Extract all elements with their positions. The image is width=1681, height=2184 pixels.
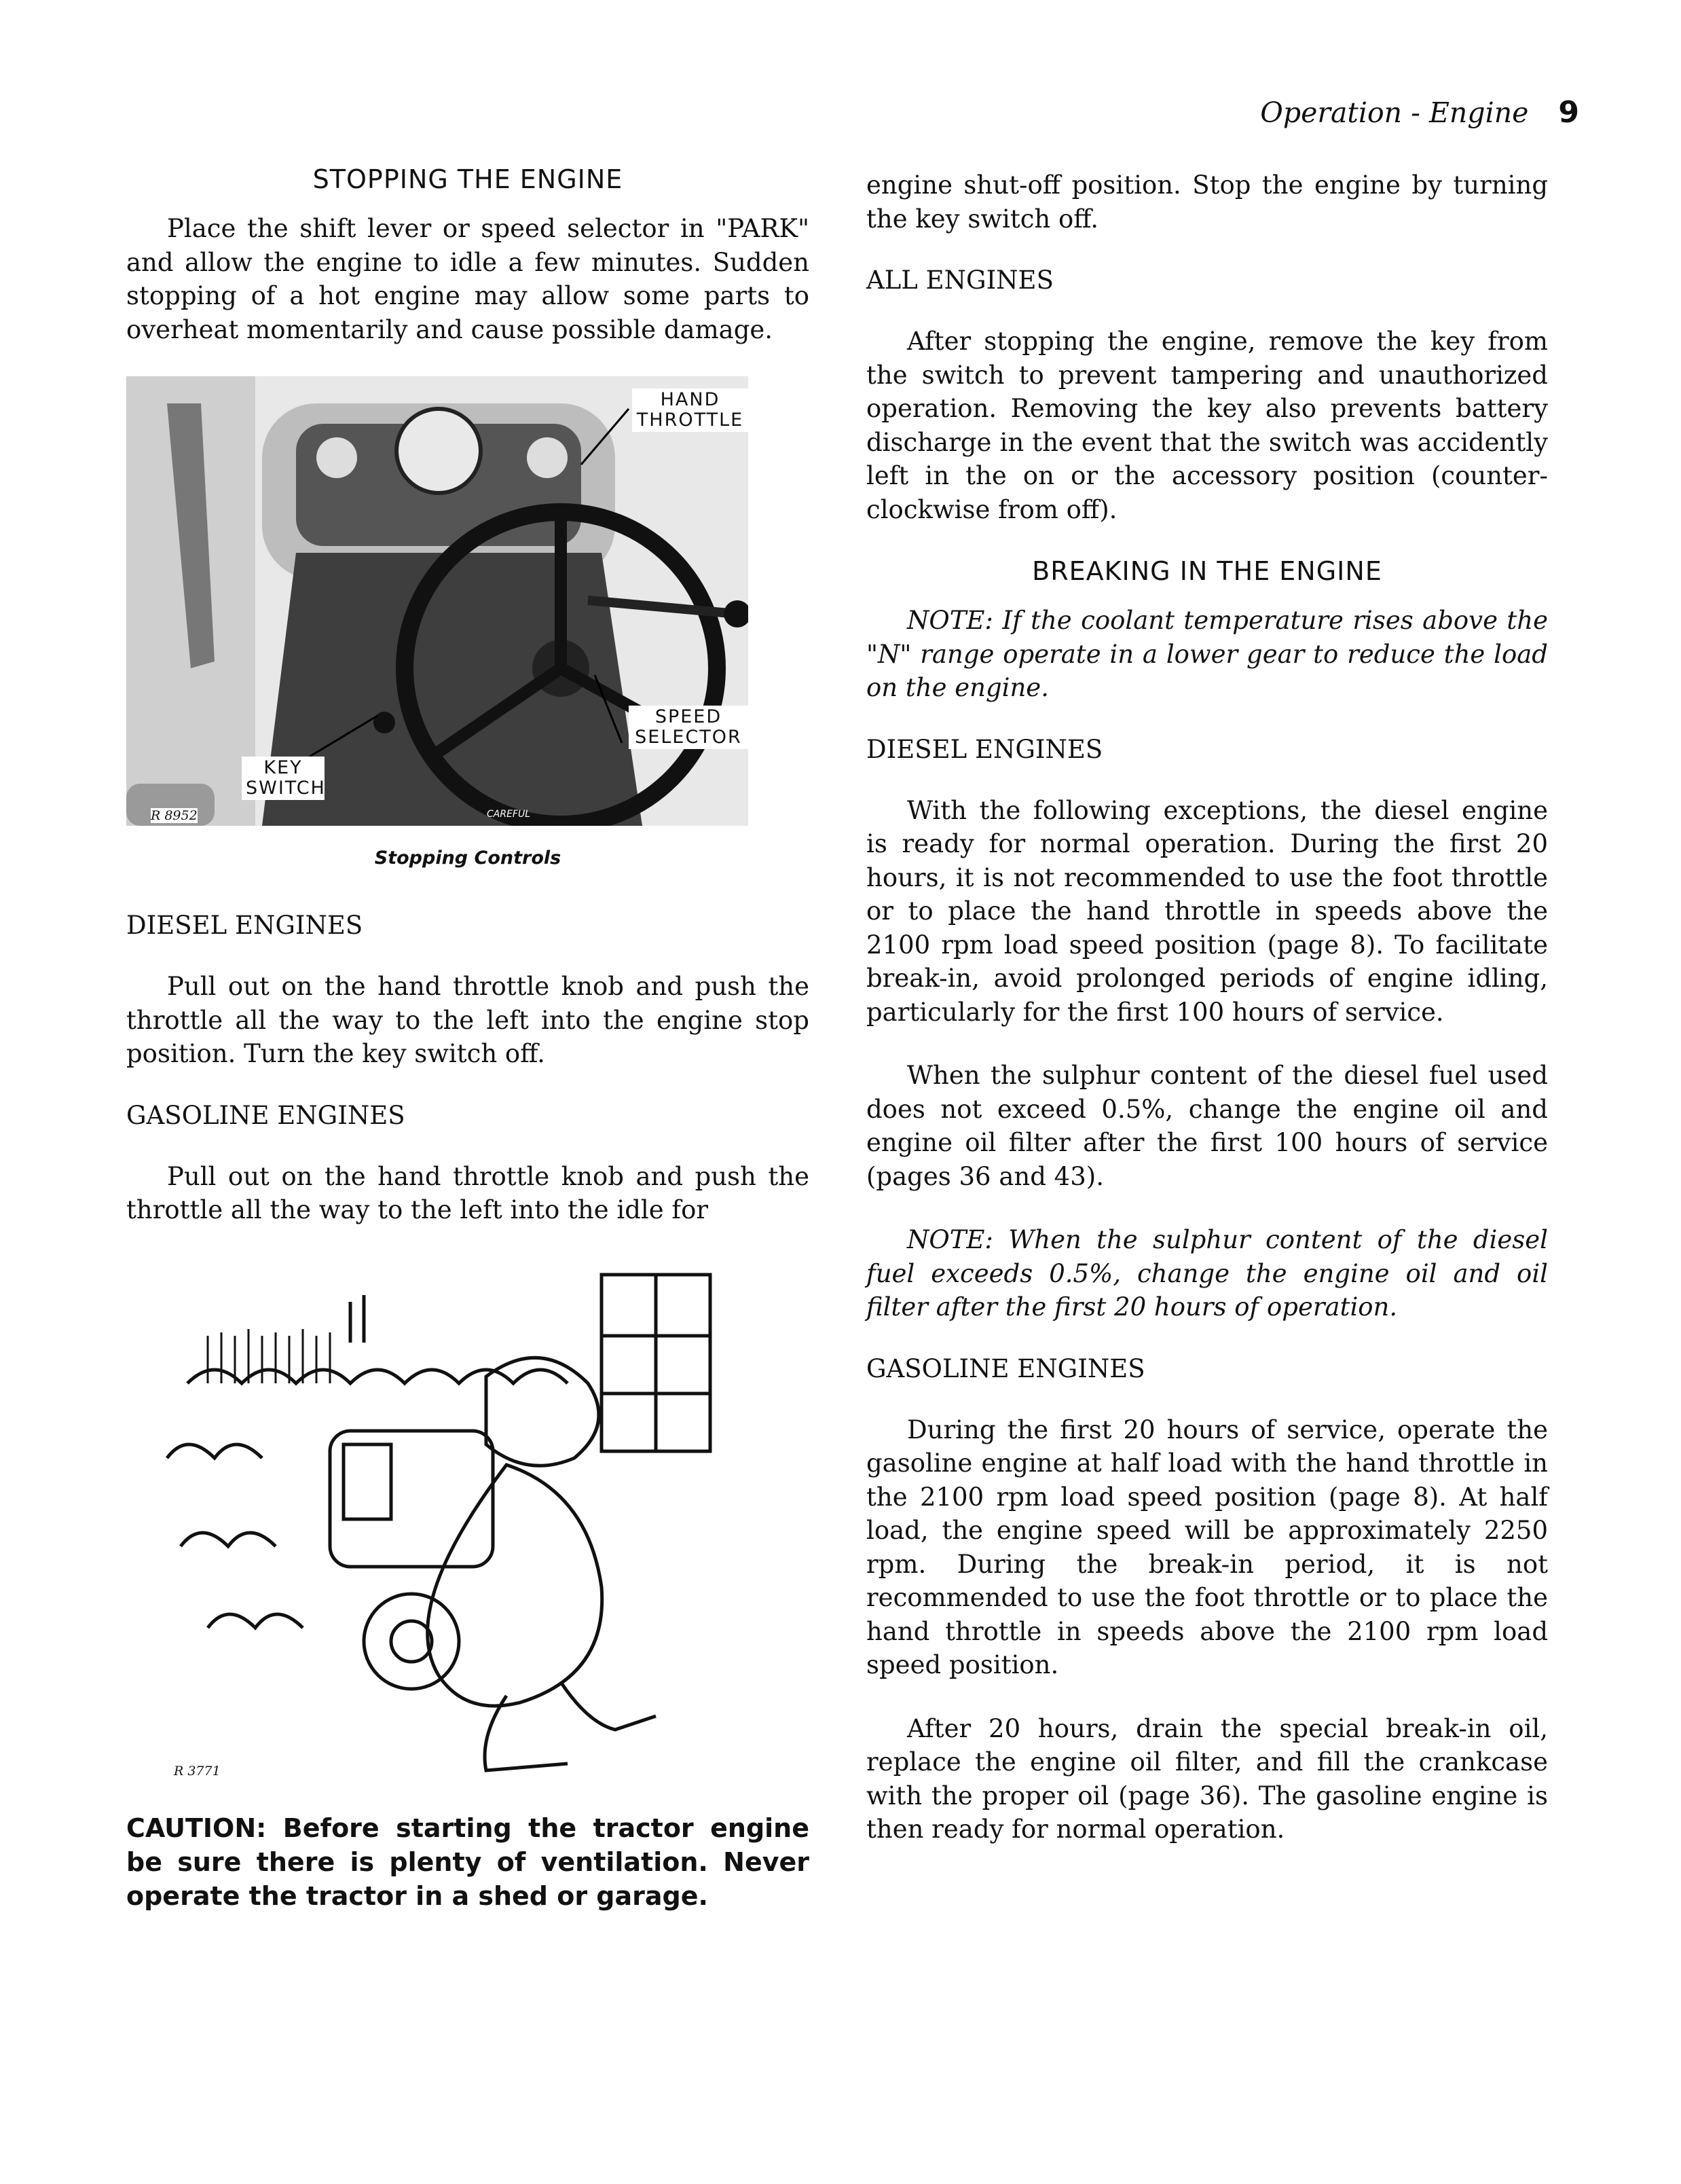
gasoline-stop-paragraph: Pull out on the hand throttle knob and push the throttle all the way to the left into the idle for [126, 1161, 809, 1224]
speed-selector-callout: SPEED SELECTOR [629, 706, 748, 749]
gasoline-engines-heading-left: GASOLINE ENGINES [126, 1100, 405, 1130]
note-coolant-text: If the coolant temperature rises above the "N" range operate in a lower gear to reduce the load on the engine. [866, 606, 1549, 702]
right-column [866, 155, 1548, 1876]
stopping-intro-paragraph: Place the shift lever or speed selector in "PARK" and allow the engine to idle a few minutes. Sudden stopping of a hot engine may allow some parts to overheat momentarily and cause possible damage. [126, 214, 809, 344]
stopping-controls-caption: Stopping Controls [374, 848, 561, 869]
key-switch-callout: KEY SWITCH [242, 757, 325, 800]
ventilation-cartoon [126, 1261, 809, 1791]
note-sulphur-text: When the sulphur content of the diesel fuel exceeds 0.5%, change the engine oil and oil filter after the first 20 hours of operation. [866, 1225, 1548, 1322]
figure-number-r8952: R 8952 [151, 808, 198, 823]
note-coolant-label: NOTE: [907, 606, 993, 635]
caution-notice [126, 1811, 809, 1913]
running-title: Operation - Engine [1260, 96, 1529, 129]
diesel-breakin-paragraph-1: With the following exceptions, the diesel engine is ready for normal operation. During the first 20 hours, it is not recommended to use the foot throttle or to place the hand throttle in speeds above the 2100 rpm load speed position (page 8). To facilitate break-in, avoid prolonged periods of engine idling, particularly for the first 100 hours of service. [866, 795, 1548, 1027]
stopping-controls-photo [126, 376, 748, 826]
section-heading-breaking-in: BREAKING IN THE ENGINE [1032, 556, 1382, 586]
hand-throttle-callout: HAND THROTTLE [632, 388, 748, 432]
caution-text: Before starting the tractor engine be sure there is plenty of ventilation. Never operate the tractor in a shed or garage. [126, 1813, 809, 1911]
cartoon-illustration [126, 1261, 809, 1791]
continued-paragraph: engine shut-off position. Stop the engine by turning the key switch off. [866, 170, 1548, 234]
page-number: 9 [1558, 95, 1579, 130]
dashboard-illustration [126, 376, 748, 826]
section-heading-stopping: STOPPING THE ENGINE [312, 164, 623, 194]
gasoline-engines-heading-right: GASOLINE ENGINES [866, 1353, 1145, 1383]
running-header [1260, 95, 1579, 130]
gasoline-breakin-paragraph-1: During the first 20 hours of service, operate the gasoline engine at half load with the hand throttle in the 2100 rpm load speed position (page 8). At half load, the engine speed will be approximately 2250 rpm. During the break-in period, it is not recommended to use the foot throttle or to place the hand throttle in speeds above the 2100 rpm load speed position. [866, 1415, 1548, 1679]
diesel-engines-heading-left: DIESEL ENGINES [126, 911, 363, 940]
careful-decal-label: CAREFUL [487, 809, 531, 820]
all-engines-heading: ALL ENGINES [866, 266, 1054, 295]
figure-number-r3771: R 3771 [174, 1763, 221, 1779]
caution-label: CAUTION: [126, 1813, 267, 1843]
left-column [126, 155, 809, 1913]
note-sulphur-label: NOTE: [907, 1225, 993, 1254]
all-engines-paragraph: After stopping the engine, remove the key from the switch to prevent tampering and unauthorized operation. Removing the key also prevents battery discharge in the event that the switch was accidently left in the on or the accessory position (counter-clockwise from off). [866, 327, 1548, 524]
diesel-stop-paragraph: Pull out on the hand throttle knob and push the throttle all the way to the left into the engine stop position. Turn the key switch off. [126, 972, 809, 1068]
gasoline-breakin-paragraph-2: After 20 hours, drain the special break-in oil, replace the engine oil filter, and fill the crankcase with the proper oil (page 36). The gasoline engine is then ready for normal operation. [866, 1713, 1548, 1844]
diesel-breakin-paragraph-2: When the sulphur content of the diesel fuel used does not exceed 0.5%, change the engine oil and engine oil filter after the first 100 hours of service (pages 36 and 43). [866, 1061, 1548, 1191]
note-coolant [866, 604, 1548, 705]
diesel-engines-heading-right: DIESEL ENGINES [866, 734, 1103, 764]
note-sulphur [866, 1223, 1548, 1324]
